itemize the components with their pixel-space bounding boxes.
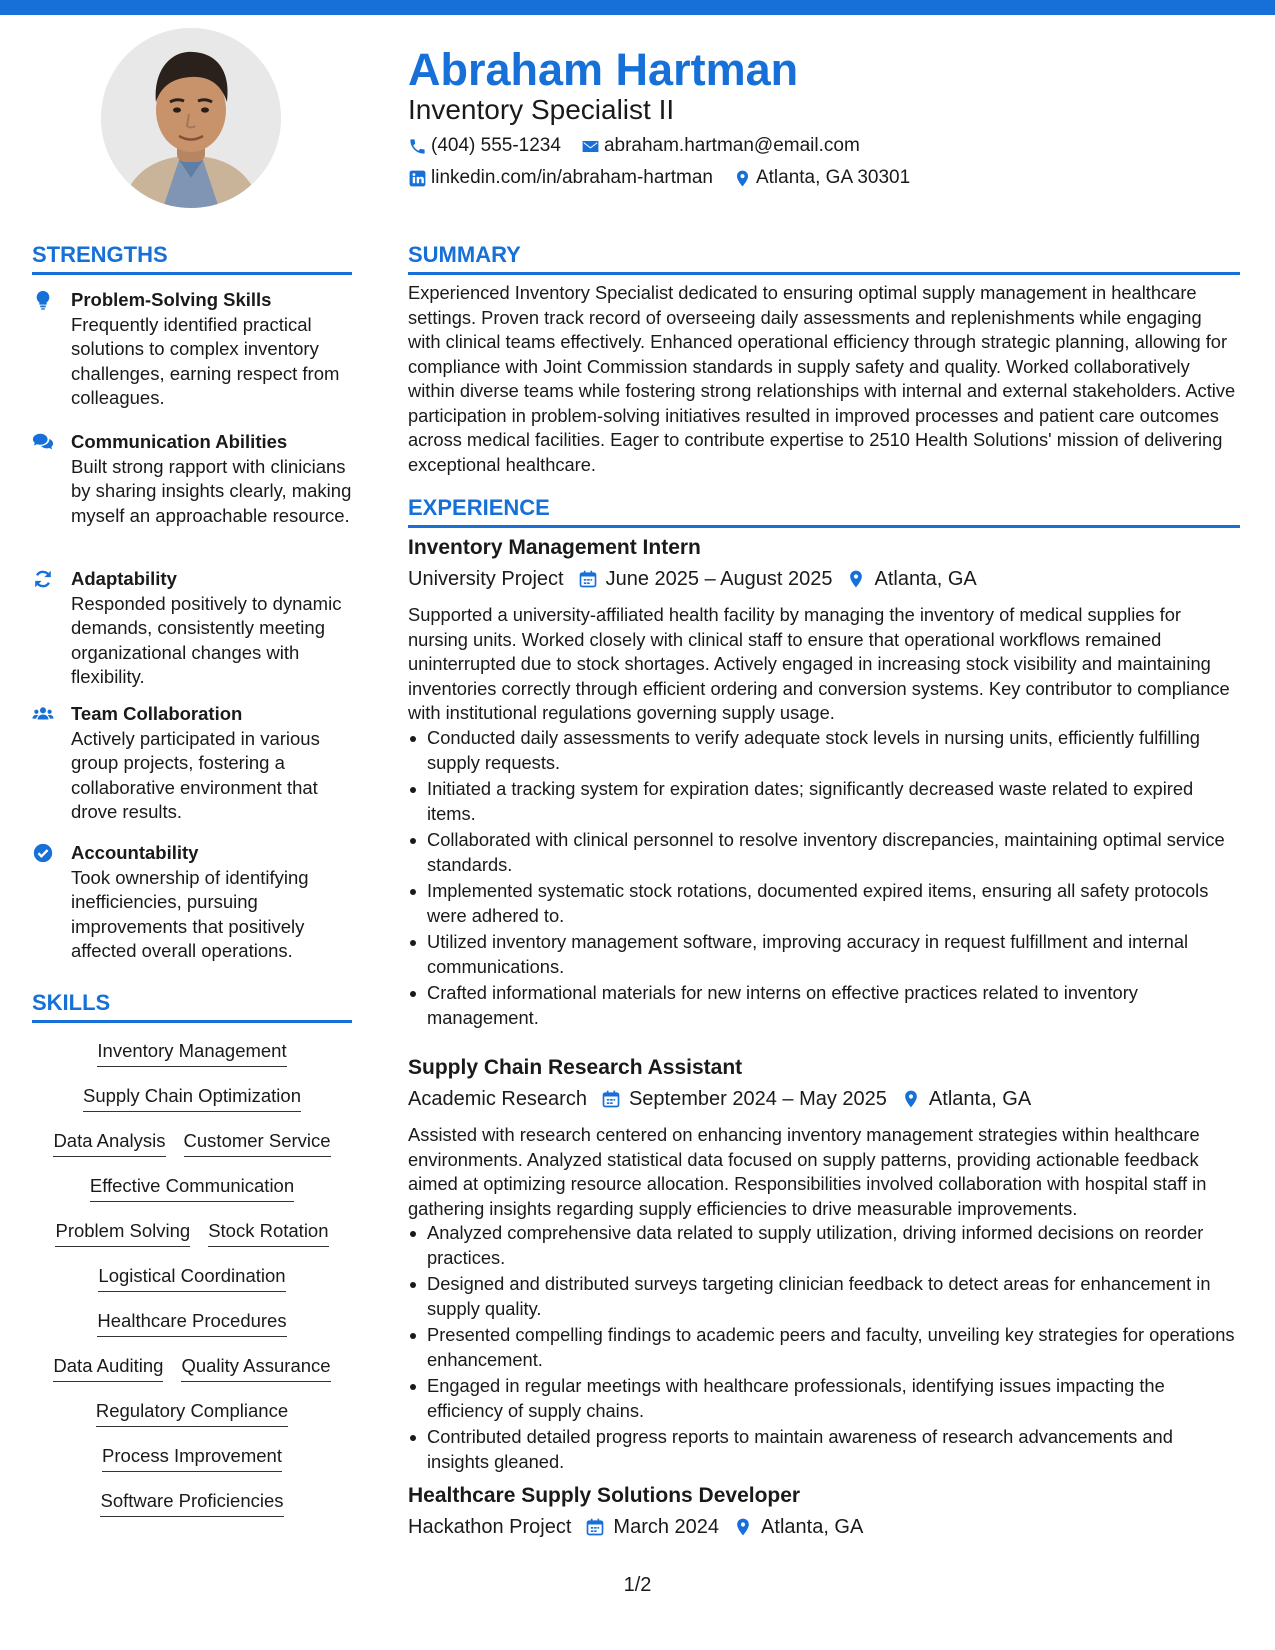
page-number: 1/2 xyxy=(623,1574,652,1596)
summary-heading: SUMMARY xyxy=(408,242,521,267)
map-pin-icon xyxy=(901,1089,921,1109)
bullet-item: Analyzed comprehensive data related to supply utilization, driving informed decisions on reorder practices. xyxy=(408,1221,1238,1270)
location-item xyxy=(733,166,910,190)
skill-row xyxy=(32,1489,352,1517)
summary-rule xyxy=(408,272,1240,275)
candidate-title: Inventory Specialist II xyxy=(408,94,675,125)
users-icon xyxy=(32,703,54,725)
linkedin-text: linkedin.com/in/abraham-hartman xyxy=(431,167,713,188)
strength-desc: Frequently identified practical solutions to complex inventory challenges, earning respect from colleagues. xyxy=(71,314,340,409)
bullet-item: Presented compelling findings to academic peers and faculty, unveiling key strategies for operations enhancement. xyxy=(408,1323,1238,1372)
skill-tag: Data Auditing xyxy=(53,1354,163,1382)
job-title: Healthcare Supply Solutions Developer xyxy=(408,1484,801,1507)
contact-row-2 xyxy=(408,166,930,190)
summary-text: Experienced Inventory Specialist dedicated to ensuring optimal supply management in healthcare settings. Proven track record of overseeing daily assessments and replenishments while engaging with clinical teams effectively. Enhanced operational efficiency through strategic planning, allowing for compliance with Joint Commission standards in supply safety and quality. Worked collaboratively within diverse teams while fostering strong relationships with internal and external stakeholders. Active participation in problem-solving initiatives resulted in improved processes and patient care outcomes across medical facilities. Eager to contribute expertise to 2510 Health Solutions' mission of delivering exceptional healthcare. xyxy=(408,282,1236,475)
job-location: Atlanta, GA xyxy=(761,1516,864,1538)
skills-rule xyxy=(32,1020,352,1023)
strengths-rule xyxy=(32,272,352,275)
map-pin-icon xyxy=(846,569,866,589)
job-title: Inventory Management Intern xyxy=(408,536,701,559)
candidate-name: Abraham Hartman xyxy=(408,44,799,95)
bullet-item: Utilized inventory management software, improving accuracy in request fulfillment and internal communications. xyxy=(408,930,1238,979)
skill-row xyxy=(32,1129,352,1157)
job-bullets xyxy=(408,726,1238,1032)
bullet-item: Crafted informational materials for new interns on effective practices related to inventory management. xyxy=(408,981,1238,1030)
email-text: abraham.hartman@email.com xyxy=(603,135,860,156)
job-dates: March 2024 xyxy=(613,1516,720,1538)
envelope-icon xyxy=(581,137,600,156)
skill-row xyxy=(32,1399,352,1427)
skill-row xyxy=(32,1264,352,1292)
skill-row xyxy=(32,1354,352,1382)
email-item[interactable] xyxy=(581,134,860,158)
skill-row xyxy=(32,1084,352,1112)
skill-tag: Customer Service xyxy=(184,1129,331,1157)
skill-tag: Logistical Coordination xyxy=(98,1264,285,1292)
map-pin-icon xyxy=(733,169,752,188)
job-org: Academic Research xyxy=(408,1088,587,1110)
job-dates: June 2025 – August 2025 xyxy=(605,568,833,590)
bullet-item: Conducted daily assessments to verify adequate stock levels in nursing units, efficiently fulfilling supply requests. xyxy=(408,726,1238,775)
bullet-item: Engaged in regular meetings with healthcare professionals, identifying issues impacting the efficiency of supply chains. xyxy=(408,1374,1238,1423)
skill-tag: Stock Rotation xyxy=(208,1219,328,1247)
contact-row-1 xyxy=(408,134,880,158)
bullet-item: Designed and distributed surveys targeting clinician feedback to detect areas for enhancement in supply quality. xyxy=(408,1272,1238,1321)
skill-tag: Data Analysis xyxy=(53,1129,165,1157)
skill-row xyxy=(32,1039,352,1067)
strength-desc: Built strong rapport with clinicians by sharing insights clearly, making myself an approachable resource. xyxy=(71,456,352,526)
job-meta xyxy=(408,566,977,592)
strength-title: Problem-Solving Skills xyxy=(71,289,272,310)
calendar-icon xyxy=(585,1517,605,1537)
skill-row xyxy=(32,1444,352,1472)
bullet-item: Contributed detailed progress reports to maintain awareness of research advancements and insights gleaned. xyxy=(408,1425,1238,1474)
calendar-icon xyxy=(601,1089,621,1109)
job-org: University Project xyxy=(408,568,564,590)
strength-desc: Responded positively to dynamic demands, consistently meeting organizational changes with flexibility. xyxy=(71,593,342,688)
phone-item[interactable] xyxy=(408,134,561,158)
linkedin-icon xyxy=(408,169,427,188)
phone-text: (404) 555-1234 xyxy=(431,135,561,156)
location-text: Atlanta, GA 30301 xyxy=(755,167,911,188)
job-bullets xyxy=(408,1221,1238,1476)
skill-tag: Healthcare Procedures xyxy=(97,1309,286,1337)
strength-desc: Took ownership of identifying inefficiencies, pursuing improvements that positively affected overall operations. xyxy=(71,867,309,962)
strengths-heading: STRENGTHS xyxy=(32,242,168,267)
skill-tag: Supply Chain Optimization xyxy=(83,1084,301,1112)
sync-icon xyxy=(32,568,54,590)
skill-tag: Regulatory Compliance xyxy=(96,1399,288,1427)
strength-desc: Actively participated in various group projects, fostering a collaborative environment that drove results. xyxy=(71,728,320,823)
skill-tag: Software Proficiencies xyxy=(100,1489,283,1517)
job-meta xyxy=(408,1514,863,1540)
skill-tag: Process Improvement xyxy=(102,1444,282,1472)
strength-title: Adaptability xyxy=(71,568,177,589)
skill-tag: Quality Assurance xyxy=(181,1354,330,1382)
strength-title: Team Collaboration xyxy=(71,703,243,724)
skill-row xyxy=(32,1174,352,1202)
phone-icon xyxy=(408,137,427,156)
job-org: Hackathon Project xyxy=(408,1516,572,1538)
lightbulb-icon xyxy=(32,289,54,311)
profile-photo xyxy=(101,28,281,208)
bullet-item: Initiated a tracking system for expiration dates; significantly decreased waste related to expired items. xyxy=(408,777,1238,826)
job-description: Assisted with research centered on enhancing inventory management strategies within healthcare environments. Analyzed statistical data focused on supply patterns, providing actionable feedback aimed at optimizing resource allocation. Responsibilities involved collaboration with hospital staff in gathering insights regarding supply efficiencies to drive measurable improvements. xyxy=(408,1124,1207,1219)
experience-heading: EXPERIENCE xyxy=(408,495,550,520)
job-location: Atlanta, GA xyxy=(928,1088,1032,1110)
job-title: Supply Chain Research Assistant xyxy=(408,1056,743,1079)
linkedin-item[interactable] xyxy=(408,166,713,190)
skill-row xyxy=(32,1309,352,1337)
job-description: Supported a university-affiliated health facility by managing the inventory of medical supplies for nursing units. Worked closely with clinical staff to ensure that operational workflows remained uninterrupted due to stock shortages. Actively engaged in increasing stock visibility and maintaining inventories correctly through efficient ordering and conversion systems. Key contributor to compliance with institutional regulations governing supply usage. xyxy=(408,604,1230,723)
bullet-item: Collaborated with clinical personnel to resolve inventory discrepancies, maintaining optimal service standards. xyxy=(408,828,1238,877)
skill-tag: Problem Solving xyxy=(55,1219,190,1247)
strength-title: Accountability xyxy=(71,842,199,863)
top-accent-bar xyxy=(0,0,1275,15)
comments-icon xyxy=(32,431,54,453)
bullet-item: Implemented systematic stock rotations, documented expired items, ensuring all safety protocols were adhered to. xyxy=(408,879,1238,928)
calendar-icon xyxy=(578,569,598,589)
skills-heading: SKILLS xyxy=(32,990,111,1015)
skill-row xyxy=(32,1219,352,1247)
experience-rule xyxy=(408,525,1240,528)
job-location: Atlanta, GA xyxy=(874,568,977,590)
job-dates: September 2024 – May 2025 xyxy=(628,1088,887,1110)
check-circle-icon xyxy=(32,842,54,864)
map-pin-icon xyxy=(733,1517,753,1537)
skill-tag: Effective Communication xyxy=(90,1174,294,1202)
strength-title: Communication Abilities xyxy=(71,431,288,452)
skill-tag: Inventory Management xyxy=(97,1039,286,1067)
job-meta xyxy=(408,1086,1031,1112)
